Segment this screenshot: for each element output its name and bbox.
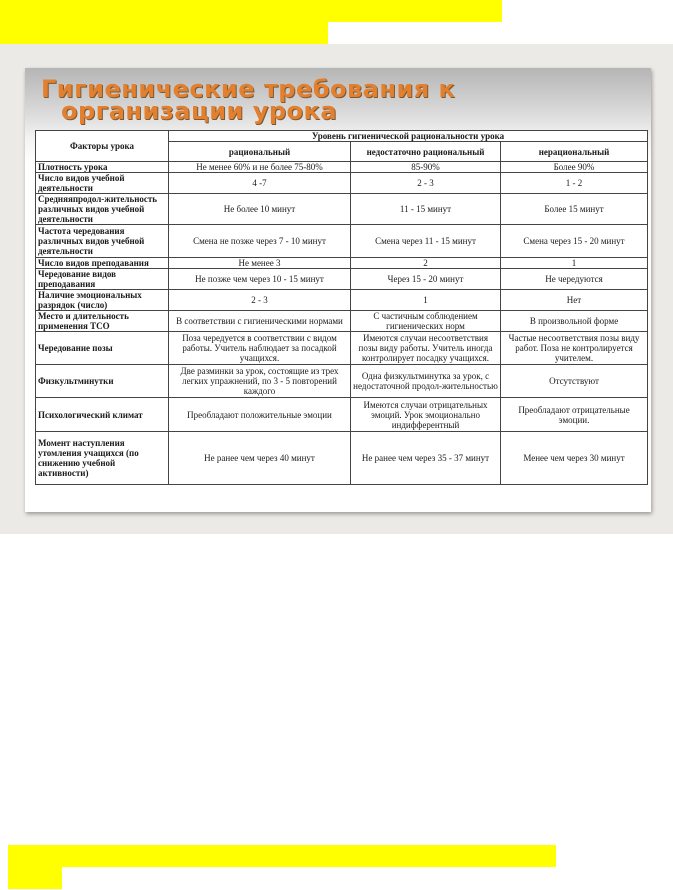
row-factor: Плотность урока <box>36 162 169 173</box>
slide-title-line-2: организации урока <box>61 97 338 125</box>
hygiene-requirements-table <box>35 130 648 485</box>
row-partial: 2 - 3 <box>351 173 501 194</box>
row-partial: Через 15 - 20 минут <box>351 269 501 290</box>
highlight-bar-bottom-1 <box>8 845 556 867</box>
row-partial: 11 - 15 минут <box>351 194 501 225</box>
row-partial: Имеются случаи несоответствия позы виду работы. Учитель иногда контролирует посадку учащихся. <box>351 332 501 365</box>
highlight-bar-top-1 <box>0 0 502 22</box>
row-rational: Не ранее чем через 40 минут <box>169 432 351 485</box>
header-rational: рациональный <box>169 142 351 162</box>
row-rational: В соответствии с гигиеническими нормами <box>169 311 351 332</box>
row-rational: Не позже чем через 10 - 15 минут <box>169 269 351 290</box>
slide-title-line-1: Гигиенические требования к <box>41 75 456 103</box>
row-factor: Число видов учебной деятельности <box>36 173 169 194</box>
row-partial: Одна физкультминутка за урок, с недостаточной продол-жительностью <box>351 365 501 398</box>
header-partial: недостаточно рациональный <box>351 142 501 162</box>
row-irrational: Частые несоответствия позы виду работ. Поза не контролируется учителем. <box>501 332 648 365</box>
highlight-bar-top-2 <box>0 22 328 44</box>
row-rational: 2 - 3 <box>169 290 351 311</box>
row-irrational: Более 15 минут <box>501 194 648 225</box>
table-body <box>36 162 648 485</box>
table-row <box>36 258 648 269</box>
row-partial: Имеются случаи отрицательных эмоций. Урок эмоционально индифферентный <box>351 398 501 432</box>
row-partial: 2 <box>351 258 501 269</box>
row-irrational: Преобладают отрицательные эмоции. <box>501 398 648 432</box>
table-row <box>36 332 648 365</box>
row-partial: С частичным соблюдением гигиенических норм <box>351 311 501 332</box>
row-rational: Не менее 3 <box>169 258 351 269</box>
row-rational: Две разминки за урок, состоящие из трех легких упражнений, по 3 - 5 повторений каждого <box>169 365 351 398</box>
row-irrational: 1 <box>501 258 648 269</box>
row-factor: Момент наступления утомления учащихся (по снижению учебной активности) <box>36 432 169 485</box>
row-rational: Смена не позже через 7 - 10 минут <box>169 225 351 258</box>
table-row <box>36 269 648 290</box>
row-factor: Физкультминутки <box>36 365 169 398</box>
header-factors: Факторы урока <box>36 131 169 162</box>
row-irrational: Менее чем через 30 минут <box>501 432 648 485</box>
row-rational: 4 -7 <box>169 173 351 194</box>
row-factor: Чередование видов преподавания <box>36 269 169 290</box>
row-partial: 85-90% <box>351 162 501 173</box>
row-rational: Не более 10 минут <box>169 194 351 225</box>
slide-card <box>25 68 651 512</box>
slide-image <box>0 44 673 534</box>
row-irrational: Смена через 15 - 20 минут <box>501 225 648 258</box>
table-row <box>36 365 648 398</box>
table-row <box>36 432 648 485</box>
row-factor: Частота чередования различных видов учебной деятельности <box>36 225 169 258</box>
header-level: Уровень гигиенической рациональности урока <box>169 131 648 142</box>
row-factor: Число видов преподавания <box>36 258 169 269</box>
row-factor: Место и длительность применения ТСО <box>36 311 169 332</box>
row-partial: Не ранее чем через 35 - 37 минут <box>351 432 501 485</box>
row-partial: Смена через 11 - 15 минут <box>351 225 501 258</box>
row-factor: Чередование позы <box>36 332 169 365</box>
slide-title <box>41 75 601 125</box>
row-factor: Наличие эмоциональных разрядок (число) <box>36 290 169 311</box>
row-irrational: 1 - 2 <box>501 173 648 194</box>
header-irrational: нерациональный <box>501 142 648 162</box>
table-row <box>36 173 648 194</box>
row-irrational: Не чередуются <box>501 269 648 290</box>
row-factor: Средняяпродол-жительность различных видов учебной деятельности <box>36 194 169 225</box>
row-partial: 1 <box>351 290 501 311</box>
highlight-bar-bottom-2 <box>8 867 62 889</box>
row-factor: Психологический климат <box>36 398 169 432</box>
table-row <box>36 225 648 258</box>
row-irrational: Отсутствуют <box>501 365 648 398</box>
table-row <box>36 311 648 332</box>
row-irrational: В произвольной форме <box>501 311 648 332</box>
row-irrational: Более 90% <box>501 162 648 173</box>
row-rational: Не менее 60% и не более 75-80% <box>169 162 351 173</box>
row-rational: Поза чередуется в соответствии с видом работы. Учитель наблюдает за посадкой учащихся. <box>169 332 351 365</box>
table-row <box>36 194 648 225</box>
row-rational: Преобладают положительные эмоции <box>169 398 351 432</box>
row-irrational: Нет <box>501 290 648 311</box>
table-row <box>36 290 648 311</box>
table-row <box>36 162 648 173</box>
table-row <box>36 398 648 432</box>
